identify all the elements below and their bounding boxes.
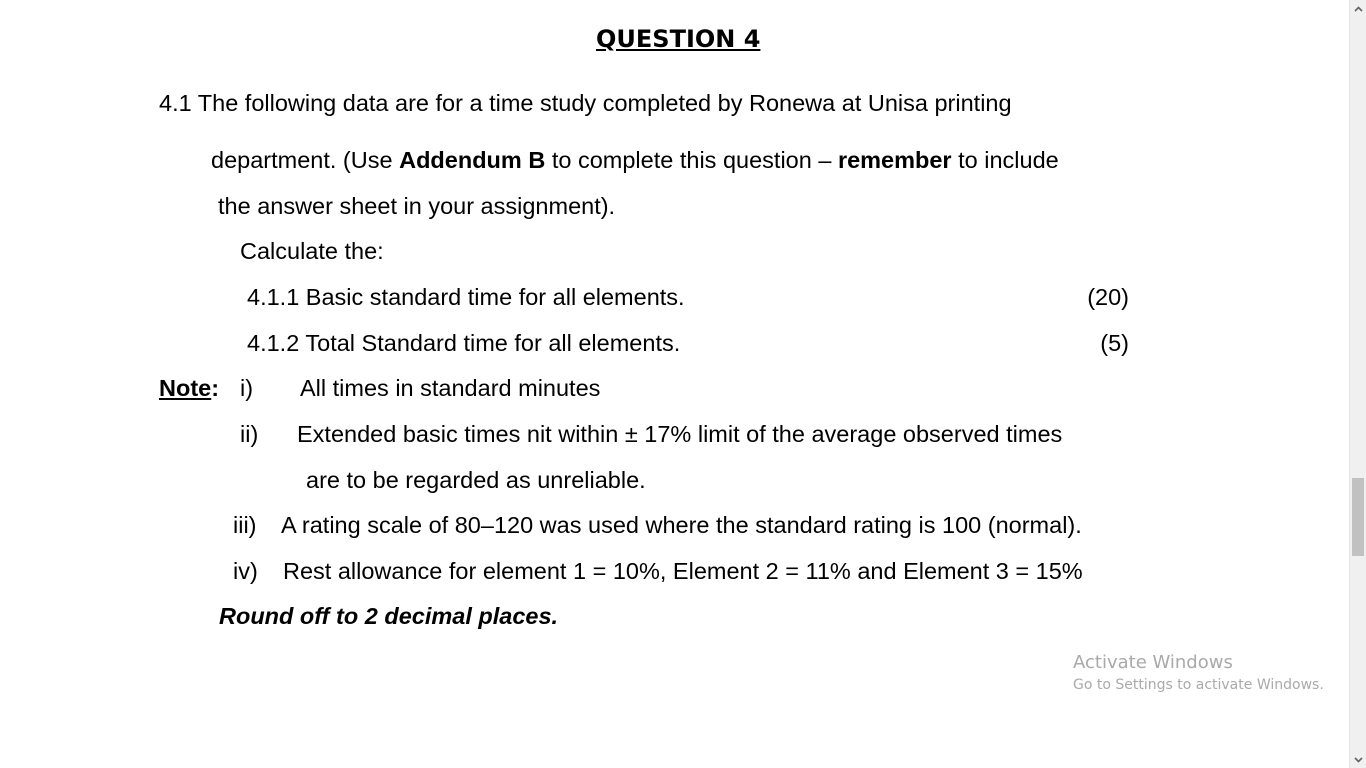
note-iv-text: Rest allowance for element 1 = 10%, Element 2 = 11% and Element 3 = 15% [283,558,1083,584]
note-iii-text: A rating scale of 80–120 was used where the standard rating is 100 (normal). [281,512,1082,538]
chevron-up-icon [1354,6,1363,12]
item-4-1-2-marks: (5) [1100,330,1129,356]
intro-line-1: 4.1 The following data are for a time study completed by Ronewa at Unisa printing [159,90,1012,116]
note-i-num: i) [240,375,254,401]
intro-line-2-part-a: department. (Use [211,147,400,173]
chevron-down-icon [1354,757,1363,763]
scroll-up-button[interactable] [1350,0,1366,17]
addendum-reference: Addendum B [399,147,546,173]
vertical-scrollbar[interactable] [1349,0,1366,768]
item-4-1-1-marks: (20) [1087,284,1129,310]
question-heading: QUESTION 4 [596,25,761,53]
note-iii-num: iii) [233,512,257,538]
activate-windows-subtitle: Go to Settings to activate Windows. [1073,677,1324,693]
intro-line-2 [211,149,1059,173]
note-label-text: Note [159,375,212,401]
intro-line-2-part-b: to complete this question – [545,147,838,173]
item-4-1-2-text: 4.1.2 Total Standard time for all elements. [247,330,681,356]
activate-windows-title: Activate Windows [1073,652,1233,673]
note-i-text: All times in standard minutes [300,375,601,401]
note-ii-continuation: are to be regarded as unreliable. [306,467,646,493]
remember-emphasis: remember [837,147,952,173]
rounding-instruction: Round off to 2 decimal places. [219,603,559,629]
scroll-down-button[interactable] [1350,751,1366,768]
intro-line-2-part-c: to include [951,147,1059,173]
intro-line-3: the answer sheet in your assignment). [218,193,616,219]
calculate-label: Calculate the: [240,238,384,264]
note-label [159,377,219,401]
note-label-colon: : [211,375,220,401]
note-ii-text: Extended basic times nit within ± 17% limit of the average observed times [297,421,1063,447]
note-iv-num: iv) [233,558,258,584]
item-4-1-1-text: 4.1.1 Basic standard time for all elements. [247,284,685,310]
scrollbar-thumb[interactable] [1352,478,1364,556]
note-ii-num: ii) [240,421,259,447]
